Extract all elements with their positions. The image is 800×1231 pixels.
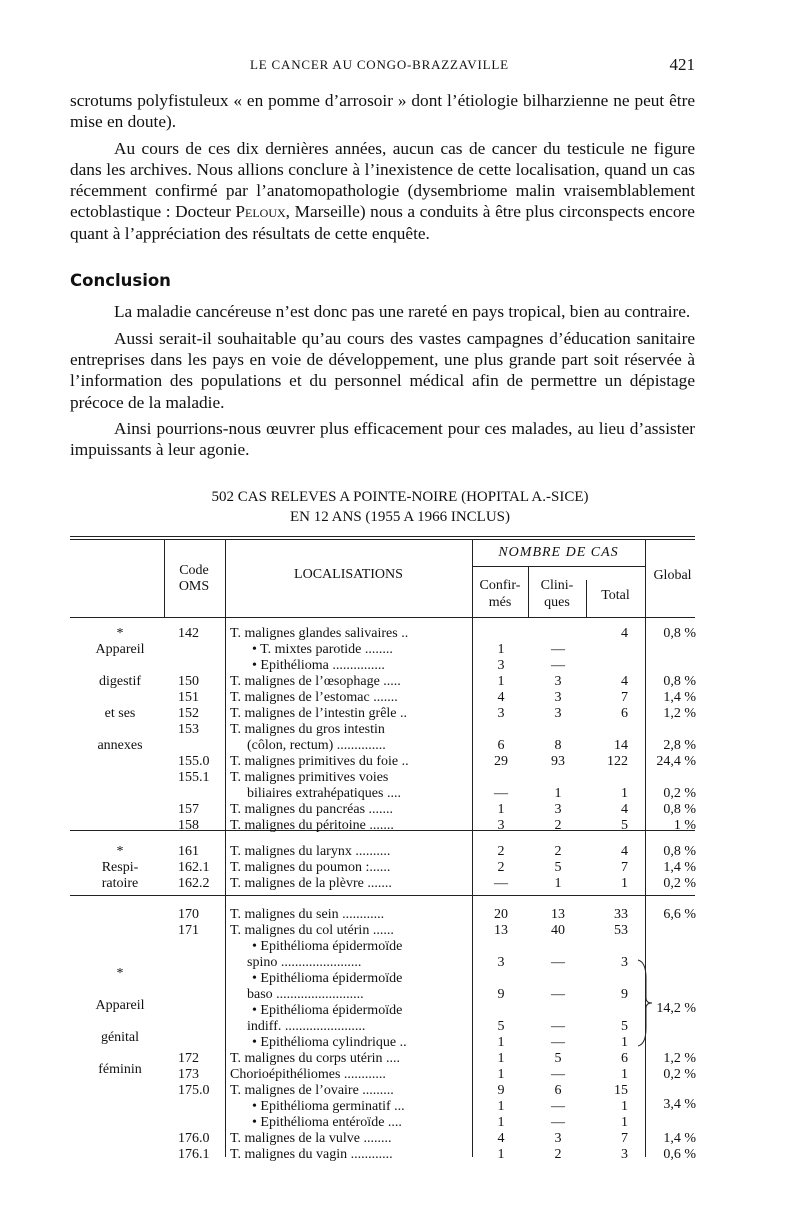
group-label: * (116, 626, 124, 641)
cell-localisation: T. malignes du poumon :...... (230, 860, 391, 875)
cell-code: 155.1 (178, 770, 210, 785)
section-heading: Conclusion (70, 271, 171, 291)
cell-global: 1,4 % (663, 1131, 696, 1146)
body-text (70, 90, 695, 465)
cell-cliniques: 40 (551, 923, 565, 938)
cell-localisation: • Epithélioma germinatif ... (252, 1099, 405, 1114)
cell-localisation: T. malignes glandes salivaires .. (230, 626, 409, 641)
cell-cliniques: 2 (554, 818, 562, 833)
cell-confirmes: — (494, 876, 508, 891)
header-cliniques: Clini- (540, 578, 574, 593)
cell-localisation: T. malignes de l’intestin grêle .. (230, 706, 408, 721)
cell-cliniques: 5 (554, 860, 562, 875)
cell-total: 7 (621, 860, 628, 875)
rule (70, 536, 695, 537)
cell-localisation: T. malignes de l’œsophage ..... (230, 674, 401, 689)
header-localisations: LOCALISATIONS (294, 567, 403, 582)
cell-localisation: T. malignes du corps utérin .... (230, 1051, 401, 1066)
cell-localisation: T. malignes de la plèvre ....... (230, 876, 392, 891)
cell-localisation: T. malignes du péritoine ....... (230, 818, 394, 833)
cell-cliniques: 6 (554, 1083, 562, 1098)
cell-global: 1 % (673, 818, 696, 833)
group-label: féminin (98, 1062, 142, 1077)
header-code: Code (179, 563, 209, 578)
group-label: Appareil (95, 642, 145, 657)
cell-total: 1 (621, 876, 628, 891)
cell-code: 176.0 (178, 1131, 210, 1146)
cell-global: 0,8 % (663, 626, 696, 641)
cell-cliniques: — (551, 658, 565, 673)
header-nombre-de-cas: NOMBRE DE CAS (498, 545, 619, 560)
cell-global: 0,2 % (663, 876, 696, 891)
cell-total: 5 (621, 818, 628, 833)
cell-total: 4 (621, 626, 628, 641)
cell-confirmes: 2 (497, 844, 505, 859)
column-divider (164, 539, 165, 617)
paragraph: La maladie cancéreuse n’est donc pas une rareté en pays tropical, bien au contraire. (114, 302, 691, 322)
header-confirmes: més (488, 595, 512, 610)
cell-code: 170 (178, 907, 199, 922)
cell-code: 176.1 (178, 1147, 210, 1162)
cell-localisation: T. malignes de l’estomac ....... (230, 690, 398, 705)
cell-localisation: spino ....................... (247, 955, 362, 970)
cell-localisation: T. malignes du col utérin ...... (230, 923, 394, 938)
cell-cliniques: 3 (554, 1131, 562, 1146)
cell-localisation: T. malignes du sein ............ (230, 907, 385, 922)
cell-localisation: • Epithélioma entéroïde .... (252, 1115, 402, 1130)
cell-total: 1 (621, 1035, 628, 1050)
cell-confirmes: 1 (497, 1067, 505, 1082)
column-divider (225, 539, 226, 1157)
cell-confirmes: 1 (497, 802, 505, 817)
cell-total: 33 (614, 907, 628, 922)
cell-total: 15 (614, 1083, 628, 1098)
cell-localisation: • Epithélioma épidermoïde (252, 1003, 403, 1018)
cell-localisation: • Epithélioma cylindrique .. (252, 1035, 407, 1050)
cell-total: 1 (621, 1099, 628, 1114)
cell-confirmes: 1 (497, 1099, 505, 1114)
cell-confirmes: 1 (497, 1051, 505, 1066)
cell-total: 3 (621, 1147, 628, 1162)
cell-global: 1,2 % (663, 1051, 696, 1066)
cell-confirmes: 1 (497, 642, 505, 657)
cell-confirmes: 1 (497, 1035, 505, 1050)
cell-total: 7 (621, 1131, 628, 1146)
cell-total: 1 (621, 1115, 628, 1130)
paragraph: Ainsi pourrions-nous œuvrer plus efficacement pour ces malades, au lieu d’assister impuissants à leur agonie. (70, 418, 695, 460)
cell-confirmes: 4 (497, 1131, 505, 1146)
cell-cliniques: 8 (554, 738, 562, 753)
group-divider (70, 895, 695, 896)
cell-total: 53 (614, 923, 628, 938)
cell-localisation: (côlon, rectum) .............. (247, 738, 386, 753)
cell-localisation: biliaires extrahépatiques .... (247, 786, 401, 801)
cell-code: 153 (178, 722, 199, 737)
group-label: digestif (99, 674, 141, 689)
cell-confirmes: 3 (497, 658, 505, 673)
cell-code: 152 (178, 706, 199, 721)
cell-confirmes: 29 (494, 754, 508, 769)
cell-cliniques: 2 (554, 1147, 562, 1162)
cell-code: 172 (178, 1051, 199, 1066)
header-confirmes: Confir- (479, 578, 521, 593)
cell-global: 24,4 % (656, 754, 696, 769)
header-oms: OMS (178, 579, 210, 594)
cell-localisation: T. malignes du pancréas ....... (230, 802, 394, 817)
cell-cliniques: 3 (554, 802, 562, 817)
cell-localisation: T. malignes du vagin ............ (230, 1147, 393, 1162)
cell-global: 0,8 % (663, 802, 696, 817)
cell-localisation: Chorioépithéliomes ............ (230, 1067, 386, 1082)
cell-global: 3,4 % (663, 1097, 696, 1112)
cell-global: 0,2 % (663, 1067, 696, 1082)
group-label: annexes (97, 738, 143, 753)
cell-confirmes: 4 (497, 690, 505, 705)
cell-code: 162.2 (178, 876, 210, 891)
cell-global: 0,8 % (663, 844, 696, 859)
header-total: Total (601, 588, 630, 603)
cell-cliniques: — (551, 1115, 565, 1130)
cell-localisation: T. malignes primitives voies (230, 770, 389, 785)
cell-code: 175.0 (178, 1083, 210, 1098)
page-header (70, 55, 695, 75)
cell-confirmes: 1 (497, 674, 505, 689)
author-name: Peloux (235, 202, 286, 222)
cell-cliniques: — (551, 1067, 565, 1082)
cell-global: 2,8 % (663, 738, 696, 753)
cell-confirmes: 1 (497, 1147, 505, 1162)
cell-localisation: indiff. ....................... (247, 1019, 366, 1034)
cell-cliniques: 1 (554, 786, 562, 801)
paragraph: scrotums polyfistuleux « en pomme d’arrosoir » dont l’étiologie bilharzienne ne peut être mise en doute). (70, 91, 695, 132)
paragraph (70, 138, 695, 244)
cell-confirmes: 2 (497, 860, 505, 875)
cell-global: 0,2 % (663, 786, 696, 801)
cell-code: 162.1 (178, 860, 210, 875)
cell-total: 1 (621, 1067, 628, 1082)
cell-code: 155.0 (178, 754, 210, 769)
cell-cliniques: 3 (554, 706, 562, 721)
cell-total: 122 (607, 754, 628, 769)
cell-cliniques: — (551, 1019, 565, 1034)
cell-confirmes: — (494, 786, 508, 801)
cell-localisation: T. malignes primitives du foie .. (230, 754, 409, 769)
column-divider (472, 539, 473, 1157)
group-label: * (116, 966, 124, 981)
cell-confirmes: 13 (494, 923, 508, 938)
cell-cliniques: 1 (554, 876, 562, 891)
running-title: LE CANCER AU CONGO-BRAZZAVILLE (250, 57, 509, 72)
cell-global: 6,6 % (663, 907, 696, 922)
cell-total: 7 (621, 690, 628, 705)
cell-total: 4 (621, 674, 628, 689)
text-run: , Marseille) nous a conduits à être plus circonspects encore quant à l’appréciation des résultats de cette enquête. (70, 202, 695, 243)
group-label: ratoire (101, 876, 139, 891)
cell-code: 157 (178, 802, 199, 817)
cell-code: 150 (178, 674, 199, 689)
cell-localisation: T. malignes de la vulve ........ (230, 1131, 392, 1146)
cell-global: 1,4 % (663, 690, 696, 705)
brace (636, 958, 656, 1048)
group-label: Appareil (95, 998, 145, 1013)
cell-global: 1,4 % (663, 860, 696, 875)
cell-localisation: T. malignes de l’ovaire ......... (230, 1083, 394, 1098)
cell-total: 1 (621, 786, 628, 801)
rule (70, 617, 695, 618)
table-caption: 502 CAS RELEVES A POINTE-NOIRE (HOPITAL A.-SICE) (211, 489, 589, 505)
cell-cliniques: 5 (554, 1051, 562, 1066)
cell-total: 4 (621, 802, 628, 817)
cell-confirmes: 9 (497, 1083, 505, 1098)
cell-global: 0,6 % (663, 1147, 696, 1162)
header-global: Global (653, 568, 692, 583)
cell-total: 6 (621, 1051, 628, 1066)
cell-total: 4 (621, 844, 628, 859)
cell-confirmes: 9 (497, 987, 505, 1002)
header-cliniques: ques (544, 595, 570, 610)
group-label: Respi- (101, 860, 139, 875)
cell-localisation: • T. mixtes parotide ........ (252, 642, 393, 657)
cell-code: 158 (178, 818, 199, 833)
cell-cliniques: — (551, 955, 565, 970)
page-number: 421 (669, 55, 695, 74)
cell-confirmes: 5 (497, 1019, 505, 1034)
cell-confirmes: 6 (497, 738, 505, 753)
cell-global: 14,2 % (656, 1001, 696, 1016)
cell-localisation: • Epithélioma épidermoïde (252, 939, 403, 954)
cell-confirmes: 20 (494, 907, 508, 922)
cell-cliniques: 2 (554, 844, 562, 859)
text-run: Au cours de ces dix dernières années, aucun cas de cancer du testicule ne figure dans les archives. Nous allions conclure à l’inexistence de cette localisation, quand un cas récemment confirmé par l’anatomopathologie (dysembriome malin vraisemblablement ectoblastique : Docteur (70, 138, 695, 222)
cell-code: 173 (178, 1067, 199, 1082)
cell-localisation: baso ......................... (247, 987, 364, 1002)
paragraph: Aussi serait-il souhaitable qu’au cours des vastes campagnes d’éducation sanitaire entreprises dans les pays en voie de développement, une plus grande part soit réservée à l’information des populations et du personnel médical afin de permettre un dépistage précoce de la maladie. (70, 328, 695, 412)
group-label: * (116, 844, 124, 859)
cell-localisation: T. malignes du gros intestin (230, 722, 385, 737)
cell-total: 14 (614, 738, 628, 753)
cell-localisation: • Epithélioma épidermoïde (252, 971, 403, 986)
cell-confirmes: 3 (497, 955, 505, 970)
cell-cliniques: 3 (554, 690, 562, 705)
cell-localisation: T. malignes du larynx .......... (230, 844, 391, 859)
cell-localisation: • Epithélioma ............... (252, 658, 385, 673)
cell-total: 9 (621, 987, 628, 1002)
cell-code: 151 (178, 690, 199, 705)
cell-code: 142 (178, 626, 199, 641)
cell-confirmes: 3 (497, 706, 505, 721)
cell-cliniques: — (551, 642, 565, 657)
group-label: et ses (104, 706, 136, 721)
cell-cliniques: — (551, 1035, 565, 1050)
cell-total: 6 (621, 706, 628, 721)
column-divider (645, 539, 646, 1157)
cell-confirmes: 1 (497, 1115, 505, 1130)
cell-cliniques: 13 (551, 907, 565, 922)
cell-confirmes: 3 (497, 818, 505, 833)
group-label: génital (100, 1030, 140, 1045)
cell-code: 161 (178, 844, 199, 859)
cell-global: 0,8 % (663, 674, 696, 689)
cell-total: 3 (621, 955, 628, 970)
cell-cliniques: 93 (551, 754, 565, 769)
table-caption: EN 12 ANS (1955 A 1966 INCLUS) (289, 509, 510, 525)
cell-cliniques: 3 (554, 674, 562, 689)
cell-cliniques: — (551, 987, 565, 1002)
rule (472, 566, 645, 567)
cell-code: 171 (178, 923, 199, 938)
cell-cliniques: — (551, 1099, 565, 1114)
cell-global: 1,2 % (663, 706, 696, 721)
cell-total: 5 (621, 1019, 628, 1034)
